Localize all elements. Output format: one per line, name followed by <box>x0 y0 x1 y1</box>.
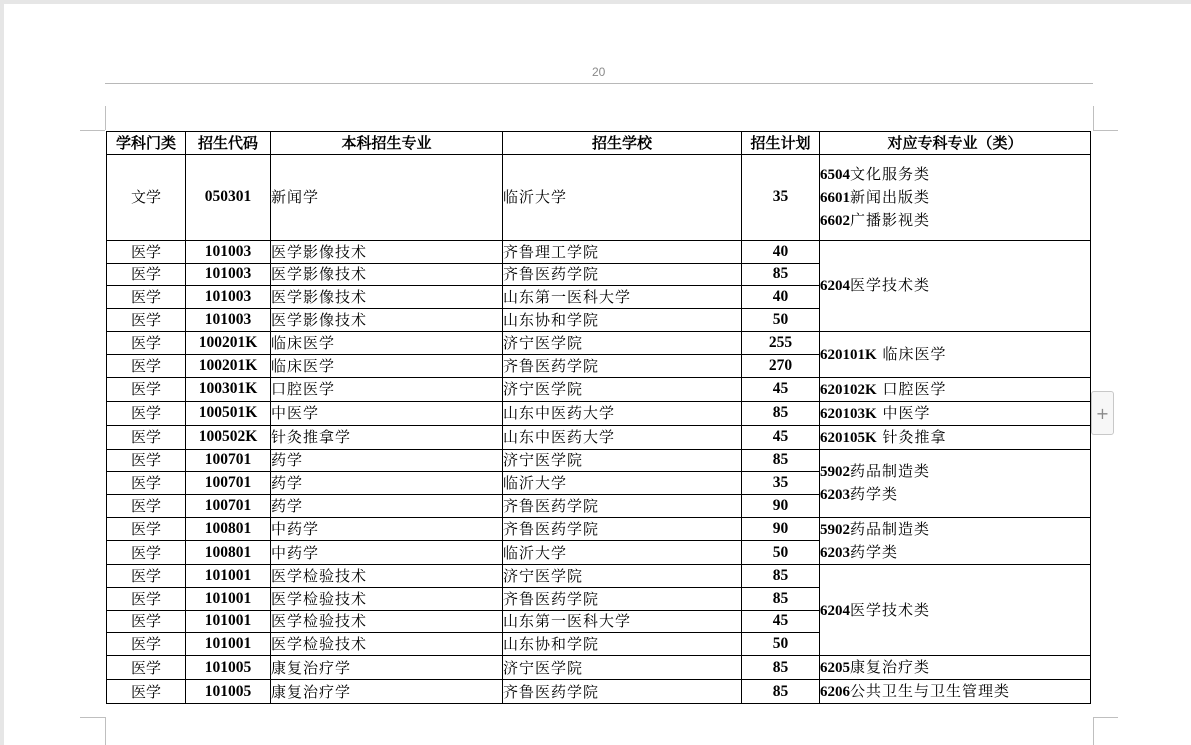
related-major-name: 医学技术类 <box>850 276 931 295</box>
related-major-code: 620102K <box>820 381 877 398</box>
related-major-name: 公共卫生与卫生管理类 <box>850 682 1011 701</box>
cell-category: 医学 <box>107 517 186 541</box>
cell-category: 医学 <box>107 286 186 309</box>
table-row <box>107 564 1091 587</box>
related-major-line <box>820 518 1090 541</box>
cell-school: 临沂大学 <box>503 541 742 565</box>
cell-school: 齐鲁医药学院 <box>503 354 742 377</box>
related-major-line <box>820 541 1090 564</box>
cell-category: 医学 <box>107 587 186 610</box>
related-major-name: 新闻出版类 <box>850 187 931 206</box>
cell-major: 医学影像技术 <box>271 240 503 263</box>
cell-category: 医学 <box>107 564 186 587</box>
related-major-name: 临床医学 <box>876 344 947 363</box>
table-row <box>107 331 1091 354</box>
cell-major: 医学检验技术 <box>271 610 503 633</box>
cell-plan: 85 <box>742 564 820 587</box>
crop-mark-bottom-left <box>105 717 106 745</box>
related-major-code: 620105K <box>820 429 877 446</box>
cell-category: 医学 <box>107 680 186 704</box>
table-row <box>107 240 1091 263</box>
cell-category: 医学 <box>107 377 186 401</box>
cell-category: 医学 <box>107 309 186 332</box>
cell-major: 医学影像技术 <box>271 309 503 332</box>
cell-major: 医学检验技术 <box>271 564 503 587</box>
cell-code: 101001 <box>186 633 271 656</box>
related-major-code: 620103K <box>820 405 877 422</box>
cell-plan: 45 <box>742 610 820 633</box>
related-major-code: 6504 <box>820 166 850 183</box>
cell-category: 医学 <box>107 495 186 518</box>
header-related-major: 对应专科专业（类） <box>820 132 1091 155</box>
cell-code: 050301 <box>186 154 271 240</box>
related-major-name: 针灸推拿 <box>876 427 947 446</box>
table-body <box>107 154 1091 703</box>
related-major-name: 药学类 <box>850 485 899 504</box>
crop-mark-bottom-left <box>80 717 105 718</box>
table-row <box>107 656 1091 680</box>
cell-plan: 255 <box>742 331 820 354</box>
related-major-line <box>820 186 1090 209</box>
cell-school: 济宁医学院 <box>503 564 742 587</box>
table-row <box>107 425 1091 449</box>
cell-plan: 270 <box>742 354 820 377</box>
related-major-line <box>820 343 1090 366</box>
related-major-line <box>820 599 1090 622</box>
related-major-name: 文化服务类 <box>850 164 931 183</box>
cell-school: 齐鲁医药学院 <box>503 263 742 286</box>
table-row <box>107 449 1091 472</box>
cell-category: 医学 <box>107 633 186 656</box>
related-major-line <box>820 460 1090 483</box>
related-major-line <box>820 378 1090 401</box>
cell-major: 医学影像技术 <box>271 263 503 286</box>
table-row <box>107 377 1091 401</box>
cell-code: 101001 <box>186 564 271 587</box>
cell-major: 康复治疗学 <box>271 656 503 680</box>
cell-related-major <box>820 680 1091 704</box>
related-major-code: 6204 <box>820 602 850 619</box>
related-major-name: 药品制造类 <box>850 462 931 481</box>
cell-school: 济宁医学院 <box>503 377 742 401</box>
cell-school: 山东中医药大学 <box>503 425 742 449</box>
table-row <box>107 154 1091 240</box>
cell-category: 医学 <box>107 401 186 425</box>
cell-plan: 90 <box>742 495 820 518</box>
cell-school: 齐鲁医药学院 <box>503 495 742 518</box>
cell-category: 医学 <box>107 472 186 495</box>
cell-major: 药学 <box>271 449 503 472</box>
related-major-code: 6203 <box>820 487 850 504</box>
cell-plan: 85 <box>742 587 820 610</box>
related-major-name: 康复治疗类 <box>850 658 931 677</box>
cell-major: 医学检验技术 <box>271 633 503 656</box>
cell-school: 齐鲁理工学院 <box>503 240 742 263</box>
crop-mark-bottom-right <box>1093 717 1118 718</box>
crop-mark-top-left <box>105 106 106 130</box>
add-button[interactable] <box>1091 391 1114 435</box>
table-row <box>107 401 1091 425</box>
cell-related-major <box>820 240 1091 331</box>
cell-related-major <box>820 564 1091 655</box>
cell-category: 医学 <box>107 425 186 449</box>
cell-school: 齐鲁医药学院 <box>503 517 742 541</box>
cell-plan: 85 <box>742 680 820 704</box>
cell-related-major <box>820 425 1091 449</box>
cell-category: 医学 <box>107 263 186 286</box>
cell-plan: 40 <box>742 286 820 309</box>
related-major-code: 6204 <box>820 278 850 295</box>
header-plan: 招生计划 <box>742 132 820 155</box>
related-major-name: 中医学 <box>876 403 931 422</box>
related-major-name: 药品制造类 <box>850 519 931 538</box>
header-rule <box>105 83 1093 84</box>
cell-related-major <box>820 377 1091 401</box>
related-major-code: 6601 <box>820 189 850 206</box>
cell-major: 药学 <box>271 495 503 518</box>
cell-plan: 35 <box>742 472 820 495</box>
table-row <box>107 517 1091 541</box>
cell-school: 山东协和学院 <box>503 309 742 332</box>
cell-plan: 85 <box>742 401 820 425</box>
cell-code: 101001 <box>186 587 271 610</box>
cell-school: 山东中医药大学 <box>503 401 742 425</box>
header-school: 招生学校 <box>503 132 742 155</box>
cell-plan: 45 <box>742 425 820 449</box>
related-major-name: 医学技术类 <box>850 600 931 619</box>
cell-major: 中药学 <box>271 517 503 541</box>
table-row <box>107 680 1091 704</box>
cell-school: 济宁医学院 <box>503 656 742 680</box>
cell-code: 100301K <box>186 377 271 401</box>
cell-major: 口腔医学 <box>271 377 503 401</box>
cell-school: 山东协和学院 <box>503 633 742 656</box>
cell-code: 101003 <box>186 240 271 263</box>
cell-major: 药学 <box>271 472 503 495</box>
cell-code: 100801 <box>186 517 271 541</box>
cell-category: 医学 <box>107 449 186 472</box>
crop-mark-top-left <box>80 130 105 131</box>
related-major-line <box>820 274 1090 297</box>
cell-category: 医学 <box>107 331 186 354</box>
related-major-code: 5902 <box>820 464 850 481</box>
related-major-code: 5902 <box>820 521 850 538</box>
table-header-row <box>107 132 1091 155</box>
cell-code: 100201K <box>186 331 271 354</box>
cell-school: 临沂大学 <box>503 154 742 240</box>
cell-category: 医学 <box>107 656 186 680</box>
plus-icon: + <box>1095 403 1110 423</box>
related-major-line <box>820 402 1090 425</box>
cell-code: 101003 <box>186 286 271 309</box>
related-major-code: 620101K <box>820 346 877 363</box>
cell-plan: 50 <box>742 541 820 565</box>
enrollment-table <box>106 131 1091 704</box>
crop-mark-top-right <box>1093 130 1118 131</box>
cell-school: 齐鲁医药学院 <box>503 680 742 704</box>
related-major-code: 6206 <box>820 684 850 701</box>
related-major-name: 广播影视类 <box>850 210 931 229</box>
related-major-code: 6203 <box>820 544 850 561</box>
cell-school: 临沂大学 <box>503 472 742 495</box>
cell-code: 101005 <box>186 680 271 704</box>
cell-category: 医学 <box>107 354 186 377</box>
related-major-line <box>820 656 1090 679</box>
crop-mark-top-right <box>1093 106 1094 130</box>
cell-code: 100501K <box>186 401 271 425</box>
cell-major: 新闻学 <box>271 154 503 240</box>
cell-school: 齐鲁医药学院 <box>503 587 742 610</box>
cell-major: 中药学 <box>271 541 503 565</box>
related-major-line <box>820 680 1090 703</box>
cell-plan: 90 <box>742 517 820 541</box>
related-major-code: 6602 <box>820 212 850 229</box>
cell-code: 100701 <box>186 495 271 518</box>
cell-category: 医学 <box>107 610 186 633</box>
cell-major: 临床医学 <box>271 354 503 377</box>
header-major: 本科招生专业 <box>271 132 503 155</box>
cell-related-major <box>820 154 1091 240</box>
related-major-line <box>820 209 1090 232</box>
cell-plan: 85 <box>742 656 820 680</box>
cell-code: 101005 <box>186 656 271 680</box>
cell-code: 100701 <box>186 449 271 472</box>
cell-code: 101003 <box>186 263 271 286</box>
cell-related-major <box>820 449 1091 517</box>
cell-related-major <box>820 331 1091 377</box>
cell-plan: 50 <box>742 309 820 332</box>
cell-school: 济宁医学院 <box>503 449 742 472</box>
cell-school: 山东第一医科大学 <box>503 286 742 309</box>
cell-plan: 35 <box>742 154 820 240</box>
cell-plan: 50 <box>742 633 820 656</box>
cell-code: 101003 <box>186 309 271 332</box>
header-code: 招生代码 <box>186 132 271 155</box>
related-major-name: 口腔医学 <box>876 379 947 398</box>
cell-category: 医学 <box>107 541 186 565</box>
cell-major: 医学影像技术 <box>271 286 503 309</box>
cell-plan: 45 <box>742 377 820 401</box>
related-major-name: 药学类 <box>850 542 899 561</box>
cell-major: 康复治疗学 <box>271 680 503 704</box>
related-major-line <box>820 163 1090 186</box>
cell-code: 100201K <box>186 354 271 377</box>
cell-major: 中医学 <box>271 401 503 425</box>
cell-school: 山东第一医科大学 <box>503 610 742 633</box>
cell-code: 100502K <box>186 425 271 449</box>
cell-major: 针灸推拿学 <box>271 425 503 449</box>
cell-major: 医学检验技术 <box>271 587 503 610</box>
cell-school: 济宁医学院 <box>503 331 742 354</box>
cell-category: 文学 <box>107 154 186 240</box>
cell-related-major <box>820 517 1091 564</box>
related-major-code: 6205 <box>820 660 850 677</box>
document-page: 20 学科门类 招生代码 本科招生专业 招生学校 招生计划 对应专科专业（类） 文学 050301 新闻学 临沂大学 35 6504文化服务类 6601新闻出版类 6602广播影视类 医学 101003 医学影像技术 齐鲁理工学院 40 6204医学技术类 医学 101003 医学影像技术 齐鲁医药学院 85 医学 101003 医学影像技术 山东第一医科大学 40 医学 101003 医学影像技术 山东协和学院 50 医学 100201K 临床医学 济宁医学院 255 620101K 临床医学 医学 100201K 临床医学 齐鲁医药学院 270 医学 100301K 口腔医学 济宁医学院 45 620102K 口腔医学 医学 100501K 中医学 山东中医药大学 85 620103K 中医学 医学 100502K 针灸推拿学 山东中医药大学 45 620105K 针灸推拿 医学 100701 药学 济宁医学院 85 5902药品制造类 6203药学类 医学 100701 药学 临沂大学 35 医学 100701 药学 齐鲁医药学院 90 医学 100801 中药学 齐鲁医药学院 90 5902药品制造类 6203药学类 医学 100801 中药学 临沂大学 50 医学 101001 医学检验技术 济宁医学院 85 6204医学技术类 医学 101001 医学检验技术 齐鲁医药学院 85 医学 101001 医学检验技术 山东第一医科大学 45 医学 101001 医学检验技术 山东协和学院 50 医学 101005 康复治疗学 济宁医学院 85 6205康复治疗类 医学 101005 康复治疗学 齐鲁医药学院 85 6206公共卫生与卫生管理类 + <box>4 4 1191 745</box>
cell-related-major <box>820 401 1091 425</box>
cell-code: 100801 <box>186 541 271 565</box>
cell-major: 临床医学 <box>271 331 503 354</box>
cell-plan: 85 <box>742 449 820 472</box>
cell-category: 医学 <box>107 240 186 263</box>
cell-related-major <box>820 656 1091 680</box>
related-major-line <box>820 426 1090 449</box>
cell-code: 100701 <box>186 472 271 495</box>
crop-mark-bottom-right <box>1093 717 1094 745</box>
cell-plan: 85 <box>742 263 820 286</box>
header-category: 学科门类 <box>107 132 186 155</box>
related-major-line <box>820 483 1090 506</box>
cell-code: 101001 <box>186 610 271 633</box>
cell-plan: 40 <box>742 240 820 263</box>
